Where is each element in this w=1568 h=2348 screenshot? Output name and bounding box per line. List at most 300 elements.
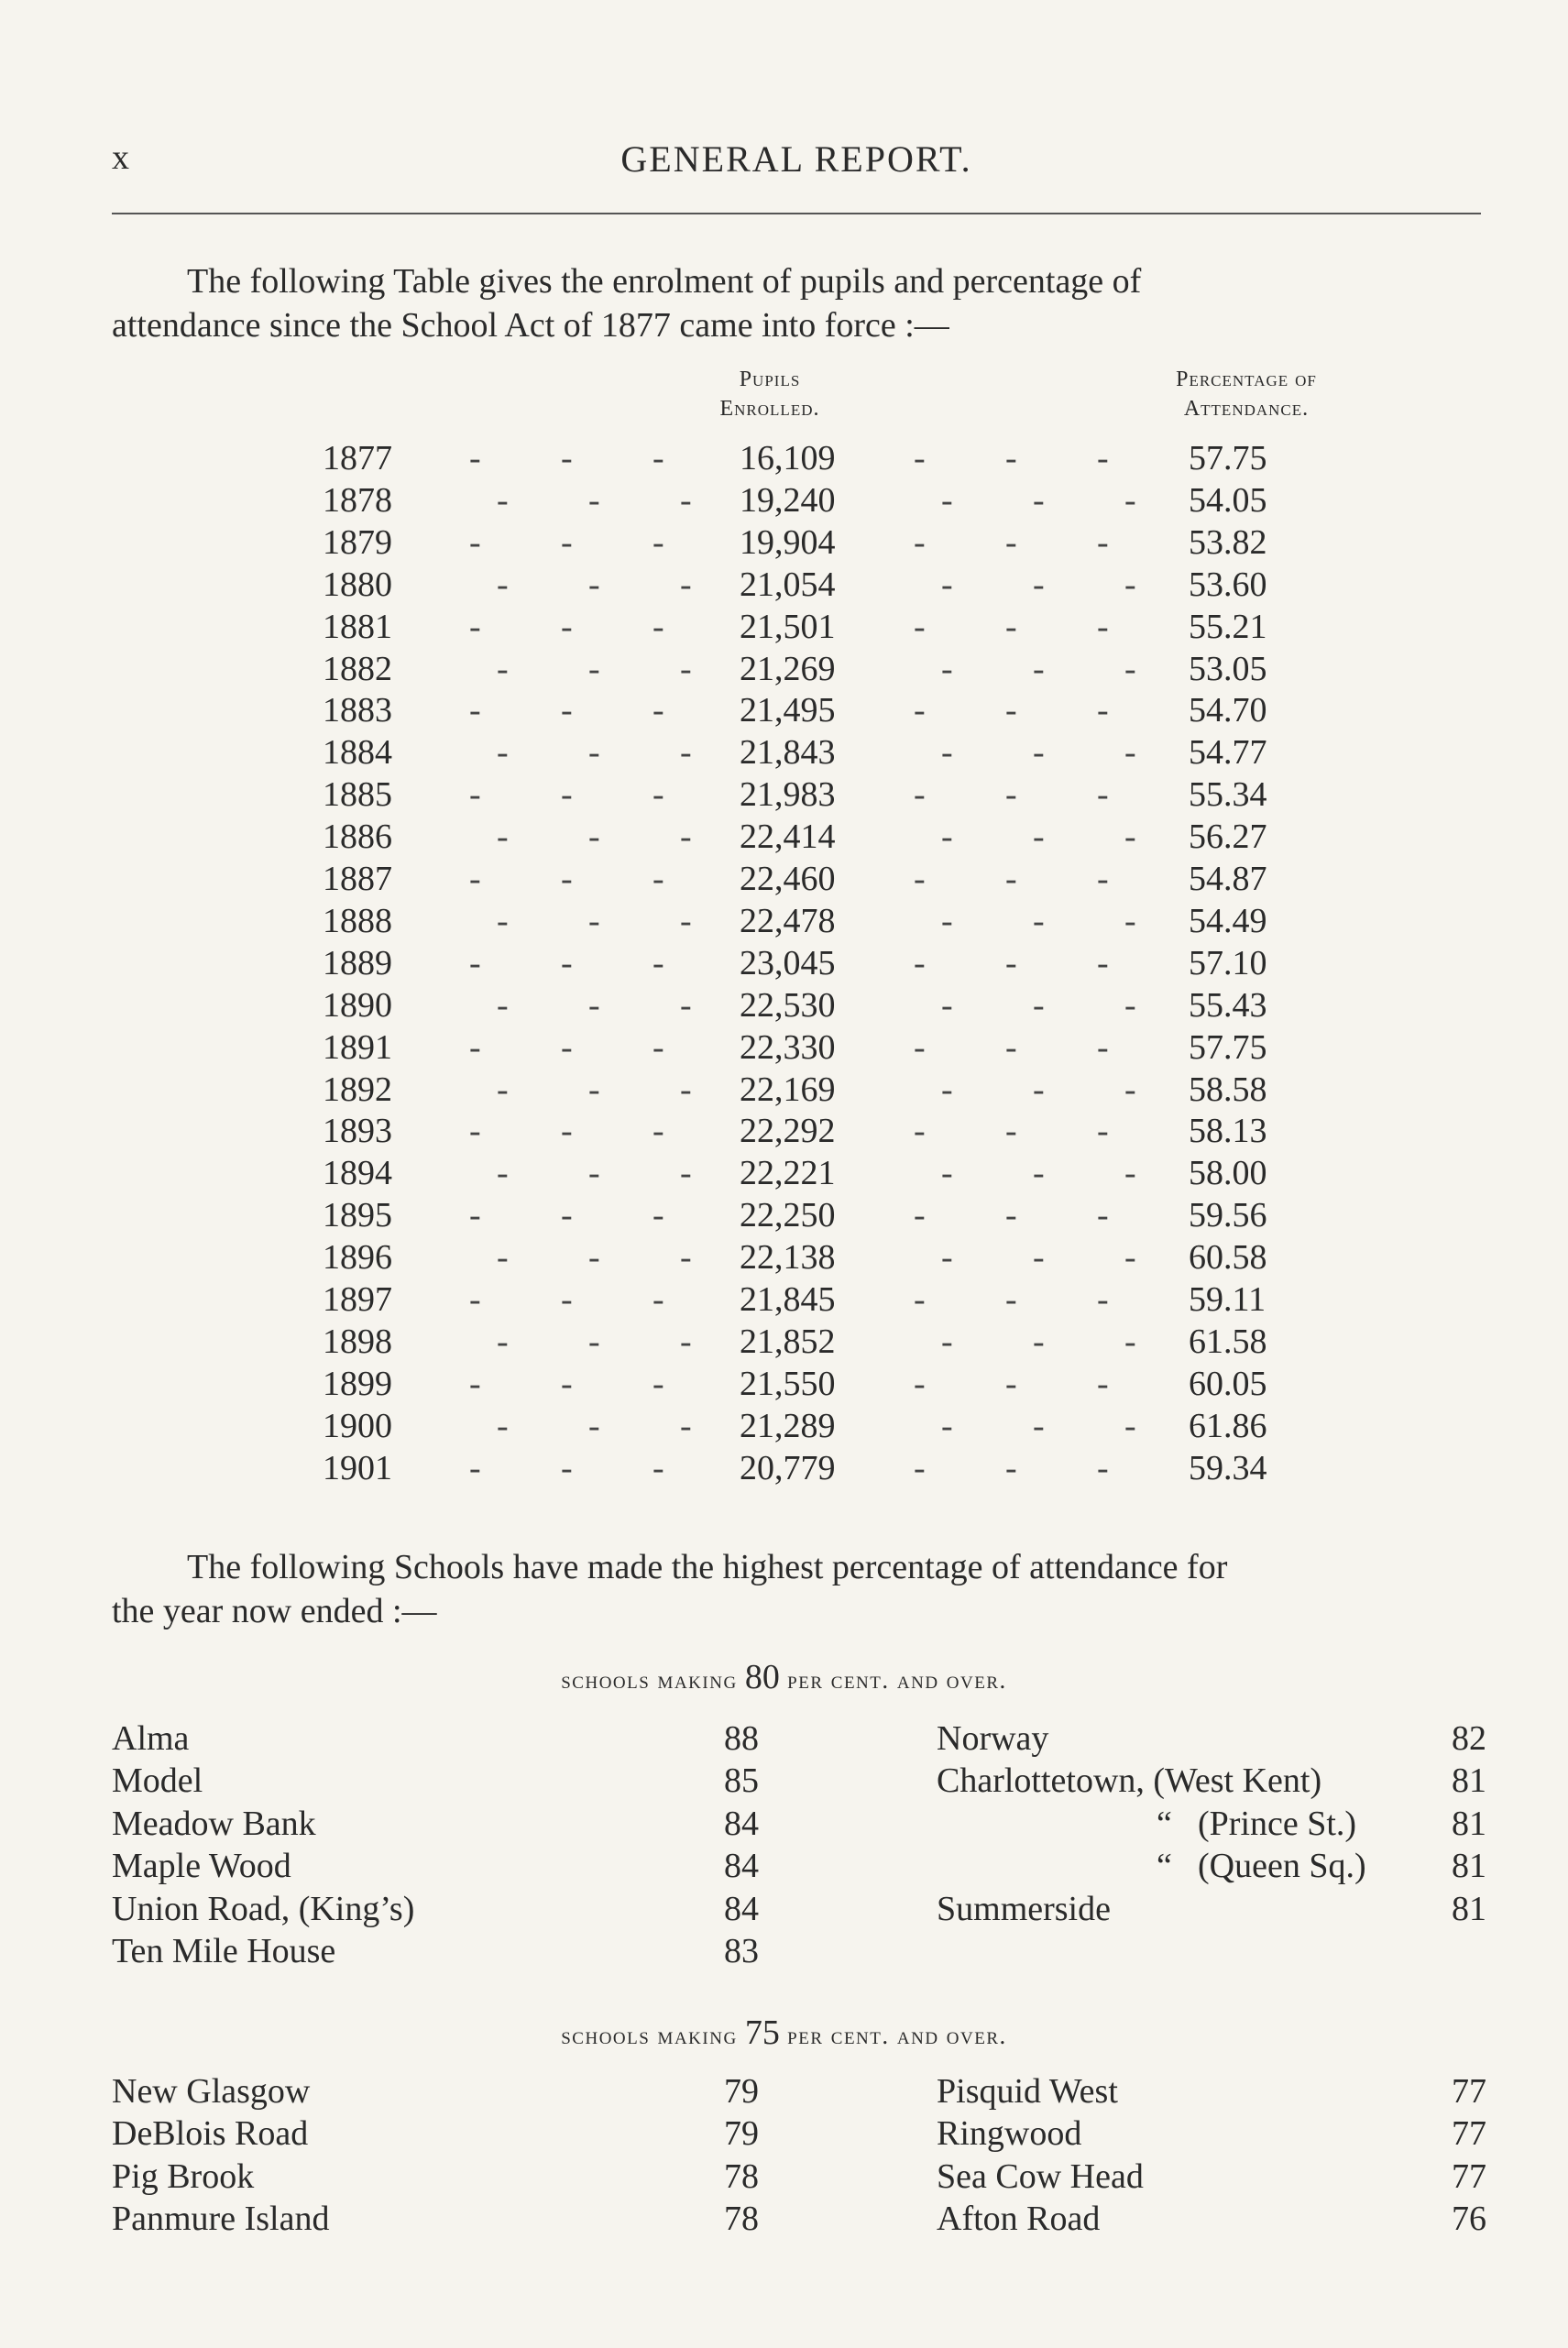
leader-dash: - (469, 1448, 481, 1487)
leader-dash: - (1033, 733, 1045, 773)
enrolled-cell: 21,845 (740, 1280, 836, 1319)
percentage-cell: 60.58 (1189, 1238, 1267, 1278)
leader-dash: - (680, 985, 692, 1025)
enrolment-row (302, 1322, 1292, 1364)
schools-intro-line-1: The following Schools have made the highest percentage of attendance for (187, 1548, 1228, 1586)
leader-dash: - (914, 522, 926, 562)
enrolled-cell: 22,478 (740, 901, 836, 940)
enrolment-row (302, 1070, 1292, 1112)
leader-dash: - (561, 775, 573, 815)
year-cell: 1879 (323, 522, 392, 562)
school-row (112, 1889, 1486, 1931)
leader-dash: - (680, 649, 692, 688)
enrolled-cell: 16,109 (740, 439, 836, 477)
leader-dash: - (497, 565, 509, 604)
percentage-cell: 57.75 (1189, 1027, 1267, 1067)
leader-dash: - (497, 1154, 509, 1193)
section-75-suffix: per cent. and over. (787, 2022, 1007, 2049)
enrolled-cell: 22,460 (740, 860, 836, 898)
enrolment-row (302, 1448, 1292, 1490)
section-75-prefix: schools making (561, 2022, 738, 2049)
running-title: GENERAL REPORT. (620, 138, 972, 180)
enrolled-cell: 21,501 (740, 607, 836, 646)
leader-dash: - (680, 1406, 692, 1445)
percentage-cell: 58.58 (1189, 1070, 1267, 1109)
leader-dash: - (914, 1112, 926, 1151)
enrolled-cell: 21,495 (740, 691, 836, 730)
leader-dash: - (1124, 1238, 1136, 1278)
year-cell: 1901 (323, 1448, 392, 1487)
leader-dash: - (1097, 943, 1109, 982)
school-name: Sea Cow Head (937, 2156, 1144, 2196)
year-cell: 1891 (323, 1027, 392, 1067)
school-name: “ (1157, 1847, 1172, 1886)
enrolment-row (302, 901, 1292, 943)
percentage-cell: 53.05 (1189, 649, 1267, 688)
leader-dash: - (469, 1027, 481, 1067)
leader-dash: - (652, 691, 664, 730)
leader-dash: - (588, 480, 600, 520)
percentage-cell: 53.82 (1189, 522, 1267, 562)
enrolment-row (302, 943, 1292, 985)
leader-dash: - (680, 901, 692, 940)
pupils-header-line-2: Enrolled. (719, 397, 820, 421)
leader-dash: - (497, 733, 509, 773)
percentage-cell: 53.60 (1189, 565, 1267, 604)
enrolled-cell: 21,289 (740, 1406, 836, 1445)
leader-dash: - (588, 1154, 600, 1193)
school-percentage: 81 (1452, 1889, 1486, 1928)
leader-dash: - (1005, 1112, 1017, 1151)
pct-header-line-1: Percentage of (1176, 368, 1317, 391)
leader-dash: - (497, 1406, 509, 1445)
leader-dash: - (561, 607, 573, 646)
schools-intro-paragraph (112, 1545, 1481, 1633)
school-percentage: 79 (724, 2072, 759, 2111)
leader-dash: - (1005, 1196, 1017, 1235)
percentage-cell: 60.05 (1189, 1364, 1267, 1403)
leader-dash: - (561, 943, 573, 982)
pupils-enrolled-header (669, 365, 871, 423)
leader-dash: - (497, 817, 509, 857)
school-name: Norway (937, 1719, 1049, 1758)
percentage-cell: 57.10 (1189, 943, 1267, 982)
leader-dash: - (652, 439, 664, 477)
leader-dash: - (561, 439, 573, 477)
leader-dash: - (1097, 1027, 1109, 1067)
school-name: Union Road, (King’s) (112, 1889, 415, 1928)
leader-dash: - (914, 860, 926, 898)
enrolled-cell: 22,221 (740, 1154, 836, 1193)
leader-dash: - (652, 1280, 664, 1319)
leader-dash: - (469, 1280, 481, 1319)
enrolled-cell: 21,269 (740, 649, 836, 688)
intro-line-2: attendance since the School Act of 1877 came into force :— (112, 306, 949, 345)
enrolled-cell: 21,852 (740, 1322, 836, 1361)
leader-dash: - (1124, 480, 1136, 520)
school-name: Pig Brook (112, 2156, 255, 2196)
school-percentage: 84 (724, 1889, 759, 1928)
leader-dash: - (1033, 649, 1045, 688)
enrolled-cell: 20,779 (740, 1448, 836, 1487)
enrolled-cell: 23,045 (740, 943, 836, 982)
school-percentage: 82 (1452, 1719, 1486, 1758)
school-row (112, 1846, 1486, 1888)
leader-dash: - (561, 691, 573, 730)
enrolment-row (302, 690, 1292, 732)
percentage-attendance-header (1100, 365, 1393, 423)
school-percentage: 79 (724, 2114, 759, 2154)
leader-dash: - (1033, 901, 1045, 940)
percentage-cell: 56.27 (1189, 817, 1267, 857)
year-cell: 1880 (323, 565, 392, 604)
leader-dash: - (652, 1112, 664, 1151)
year-cell: 1882 (323, 649, 392, 688)
school-name: Ten Mile House (112, 1932, 336, 1970)
leader-dash: - (1124, 1406, 1136, 1445)
leader-dash: - (1124, 733, 1136, 773)
percentage-cell: 58.00 (1189, 1154, 1267, 1193)
school-row (112, 1804, 1486, 1846)
leader-dash: - (941, 1406, 953, 1445)
leader-dash: - (1124, 565, 1136, 604)
enrolled-cell: 21,054 (740, 565, 836, 604)
enrolled-cell: 21,843 (740, 733, 836, 773)
leader-dash: - (1124, 1322, 1136, 1361)
leader-dash: - (497, 985, 509, 1025)
leader-dash: - (561, 522, 573, 562)
page-header (112, 137, 1481, 183)
leader-dash: - (652, 860, 664, 898)
leader-dash: - (652, 943, 664, 982)
year-cell: 1899 (323, 1364, 392, 1403)
leader-dash: - (1005, 775, 1017, 815)
intro-paragraph (112, 259, 1481, 347)
header-rule (112, 213, 1481, 214)
enrolled-cell: 22,250 (740, 1196, 836, 1235)
leader-dash: - (1005, 943, 1017, 982)
school-percentage: 77 (1452, 2114, 1486, 2154)
leader-dash: - (941, 649, 953, 688)
school-row (112, 1761, 1486, 1803)
leader-dash: - (1097, 607, 1109, 646)
school-name: Summerside (937, 1889, 1111, 1928)
leader-dash: - (652, 1364, 664, 1403)
leader-dash: - (652, 775, 664, 815)
pct-header-line-2: Attendance. (1183, 397, 1310, 421)
percentage-cell: 59.34 (1189, 1448, 1267, 1487)
year-cell: 1885 (323, 775, 392, 815)
leader-dash: - (1124, 649, 1136, 688)
school-percentage: 77 (1452, 2156, 1486, 2196)
leader-dash: - (588, 649, 600, 688)
percentage-cell: 59.56 (1189, 1196, 1267, 1235)
leader-dash: - (588, 1238, 600, 1278)
school-percentage: 84 (724, 1804, 759, 1843)
enrolment-row (302, 522, 1292, 565)
leader-dash: - (1124, 1154, 1136, 1193)
school-name: DeBlois Road (112, 2114, 309, 2154)
leader-dash: - (652, 522, 664, 562)
school-name: Panmure Island (112, 2200, 330, 2239)
leader-dash: - (469, 522, 481, 562)
year-cell: 1883 (323, 691, 392, 730)
intro-line-1: The following Table gives the enrolment of pupils and percentage of (187, 262, 1142, 301)
school-percentage: 85 (724, 1761, 759, 1801)
school-name: New Glasgow (112, 2072, 311, 2111)
school-name: “ (1157, 1804, 1172, 1843)
percentage-cell: 54.05 (1189, 480, 1267, 520)
enrolled-cell: 22,530 (740, 985, 836, 1025)
enrolled-cell: 22,414 (740, 817, 836, 857)
leader-dash: - (497, 480, 509, 520)
leader-dash: - (914, 1448, 926, 1487)
enrolment-row (302, 438, 1292, 480)
school-percentage: 83 (724, 1932, 759, 1970)
enrolment-row (302, 774, 1292, 817)
leader-dash: - (1033, 1238, 1045, 1278)
school-name: Pisquid West (937, 2072, 1118, 2111)
leader-dash: - (1124, 817, 1136, 857)
school-percentage: 78 (724, 2200, 759, 2239)
leader-dash: - (680, 480, 692, 520)
year-cell: 1898 (323, 1322, 392, 1361)
leader-dash: - (1005, 439, 1017, 477)
year-cell: 1900 (323, 1406, 392, 1445)
leader-dash: - (914, 1027, 926, 1067)
leader-dash: - (914, 691, 926, 730)
leader-dash: - (588, 901, 600, 940)
school-row (112, 2113, 1486, 2156)
leader-dash: - (941, 480, 953, 520)
leader-dash: - (941, 1070, 953, 1109)
leader-dash: - (497, 1322, 509, 1361)
leader-dash: - (1097, 522, 1109, 562)
percentage-cell: 55.21 (1189, 607, 1267, 646)
leader-dash: - (914, 775, 926, 815)
school-percentage: 77 (1452, 2072, 1486, 2111)
leader-dash: - (1033, 1406, 1045, 1445)
leader-dash: - (914, 943, 926, 982)
enrolment-row (302, 649, 1292, 691)
year-cell: 1881 (323, 607, 392, 646)
year-cell: 1895 (323, 1196, 392, 1235)
leader-dash: - (469, 775, 481, 815)
school-percentage: 78 (724, 2156, 759, 2196)
school-subname: (Queen Sq.) (1198, 1847, 1366, 1886)
year-cell: 1890 (323, 985, 392, 1025)
percentage-cell: 57.75 (1189, 439, 1267, 477)
year-cell: 1896 (323, 1238, 392, 1278)
school-percentage: 81 (1452, 1847, 1486, 1886)
leader-dash: - (497, 649, 509, 688)
schools-intro-line-2: the year now ended :— (112, 1592, 437, 1630)
leader-dash: - (1124, 1070, 1136, 1109)
leader-dash: - (588, 1070, 600, 1109)
leader-dash: - (469, 860, 481, 898)
year-cell: 1878 (323, 480, 392, 520)
school-percentage: 88 (724, 1719, 759, 1758)
leader-dash: - (680, 1154, 692, 1193)
leader-dash: - (1033, 480, 1045, 520)
leader-dash: - (680, 733, 692, 773)
section-80-suffix: per cent. and over. (787, 1666, 1007, 1694)
school-name: Charlottetown, (West Kent) (937, 1761, 1322, 1801)
percentage-cell: 54.87 (1189, 860, 1267, 898)
enrolled-cell: 22,138 (740, 1238, 836, 1278)
enrolled-cell: 22,330 (740, 1027, 836, 1067)
leader-dash: - (1097, 1280, 1109, 1319)
percentage-cell: 59.11 (1189, 1280, 1266, 1319)
enrolment-row (302, 817, 1292, 859)
leader-dash: - (588, 565, 600, 604)
enrolment-row (302, 859, 1292, 901)
leader-dash: - (680, 1070, 692, 1109)
leader-dash: - (941, 985, 953, 1025)
school-name: Alma (112, 1719, 190, 1758)
leader-dash: - (1097, 860, 1109, 898)
year-cell: 1889 (323, 943, 392, 982)
school-row (112, 1718, 1486, 1761)
leader-dash: - (680, 817, 692, 857)
school-name: Maple Wood (112, 1847, 291, 1886)
enrolment-row (302, 1279, 1292, 1322)
leader-dash: - (1005, 1280, 1017, 1319)
year-cell: 1888 (323, 901, 392, 940)
leader-dash: - (914, 607, 926, 646)
enrolment-row (302, 1406, 1292, 1448)
leader-dash: - (561, 1280, 573, 1319)
school-row (112, 1931, 1486, 1973)
enrolment-row (302, 732, 1292, 774)
leader-dash: - (914, 1364, 926, 1403)
percentage-cell: 54.77 (1189, 733, 1267, 773)
leader-dash: - (1097, 1112, 1109, 1151)
enrolment-row (302, 1027, 1292, 1070)
leader-dash: - (561, 1364, 573, 1403)
leader-dash: - (1033, 1070, 1045, 1109)
leader-dash: - (588, 733, 600, 773)
enrolment-row (302, 985, 1292, 1027)
school-row (112, 2199, 1486, 2241)
enrolled-cell: 21,550 (740, 1364, 836, 1403)
leader-dash: - (469, 691, 481, 730)
leader-dash: - (588, 985, 600, 1025)
leader-dash: - (680, 1238, 692, 1278)
enrolment-row (302, 1364, 1292, 1406)
school-percentage: 76 (1452, 2200, 1486, 2239)
leader-dash: - (1124, 985, 1136, 1025)
leader-dash: - (469, 1196, 481, 1235)
year-cell: 1887 (323, 860, 392, 898)
enrolment-row (302, 607, 1292, 649)
leader-dash: - (914, 1196, 926, 1235)
leader-dash: - (1033, 1322, 1045, 1361)
leader-dash: - (1005, 1027, 1017, 1067)
leader-dash: - (941, 1238, 953, 1278)
school-row (112, 2071, 1486, 2113)
enrolment-row (302, 1237, 1292, 1279)
pupils-header-line-1: Pupils (739, 368, 801, 391)
enrolled-cell: 22,169 (740, 1070, 836, 1109)
leader-dash: - (1005, 1448, 1017, 1487)
section-75-title (0, 2013, 1568, 2053)
leader-dash: - (469, 439, 481, 477)
year-cell: 1892 (323, 1070, 392, 1109)
school-row (112, 2156, 1486, 2199)
leader-dash: - (941, 1322, 953, 1361)
leader-dash: - (914, 439, 926, 477)
enrolment-row (302, 1195, 1292, 1237)
leader-dash: - (1097, 439, 1109, 477)
leader-dash: - (652, 1196, 664, 1235)
leader-dash: - (1005, 607, 1017, 646)
leader-dash: - (469, 1364, 481, 1403)
leader-dash: - (941, 817, 953, 857)
leader-dash: - (1097, 1196, 1109, 1235)
leader-dash: - (652, 1027, 664, 1067)
school-name: Afton Road (937, 2200, 1101, 2239)
leader-dash: - (1097, 1364, 1109, 1403)
school-name: Meadow Bank (112, 1804, 316, 1843)
section-75-number: 75 (744, 2013, 780, 2052)
section-80-number: 80 (744, 1658, 780, 1696)
leader-dash: - (497, 901, 509, 940)
year-cell: 1893 (323, 1112, 392, 1151)
enrolment-row (302, 480, 1292, 522)
leader-dash: - (469, 607, 481, 646)
enrolled-cell: 21,983 (740, 775, 836, 815)
leader-dash: - (1124, 901, 1136, 940)
leader-dash: - (652, 1448, 664, 1487)
percentage-cell: 54.70 (1189, 691, 1267, 730)
leader-dash: - (561, 860, 573, 898)
percentage-cell: 55.34 (1189, 775, 1267, 815)
year-cell: 1877 (323, 439, 392, 477)
year-cell: 1894 (323, 1154, 392, 1193)
percentage-cell: 61.58 (1189, 1322, 1267, 1361)
leader-dash: - (1005, 522, 1017, 562)
leader-dash: - (941, 1154, 953, 1193)
enrolled-cell: 22,292 (740, 1112, 836, 1151)
school-name: Model (112, 1761, 203, 1801)
leader-dash: - (1005, 691, 1017, 730)
leader-dash: - (914, 1280, 926, 1319)
leader-dash: - (497, 1070, 509, 1109)
section-80-prefix: schools making (561, 1666, 738, 1694)
enrolled-cell: 19,904 (740, 522, 836, 562)
leader-dash: - (1033, 985, 1045, 1025)
leader-dash: - (469, 943, 481, 982)
leader-dash: - (497, 1238, 509, 1278)
leader-dash: - (1097, 775, 1109, 815)
leader-dash: - (561, 1448, 573, 1487)
year-cell: 1884 (323, 733, 392, 773)
leader-dash: - (941, 565, 953, 604)
leader-dash: - (561, 1027, 573, 1067)
leader-dash: - (1033, 1154, 1045, 1193)
leader-dash: - (588, 817, 600, 857)
leader-dash: - (680, 1322, 692, 1361)
enrolment-row (302, 1111, 1292, 1153)
year-cell: 1897 (323, 1280, 392, 1319)
leader-dash: - (1005, 860, 1017, 898)
leader-dash: - (1005, 1364, 1017, 1403)
percentage-cell: 58.13 (1189, 1112, 1267, 1151)
percentage-cell: 61.86 (1189, 1406, 1267, 1445)
leader-dash: - (941, 733, 953, 773)
leader-dash: - (588, 1322, 600, 1361)
